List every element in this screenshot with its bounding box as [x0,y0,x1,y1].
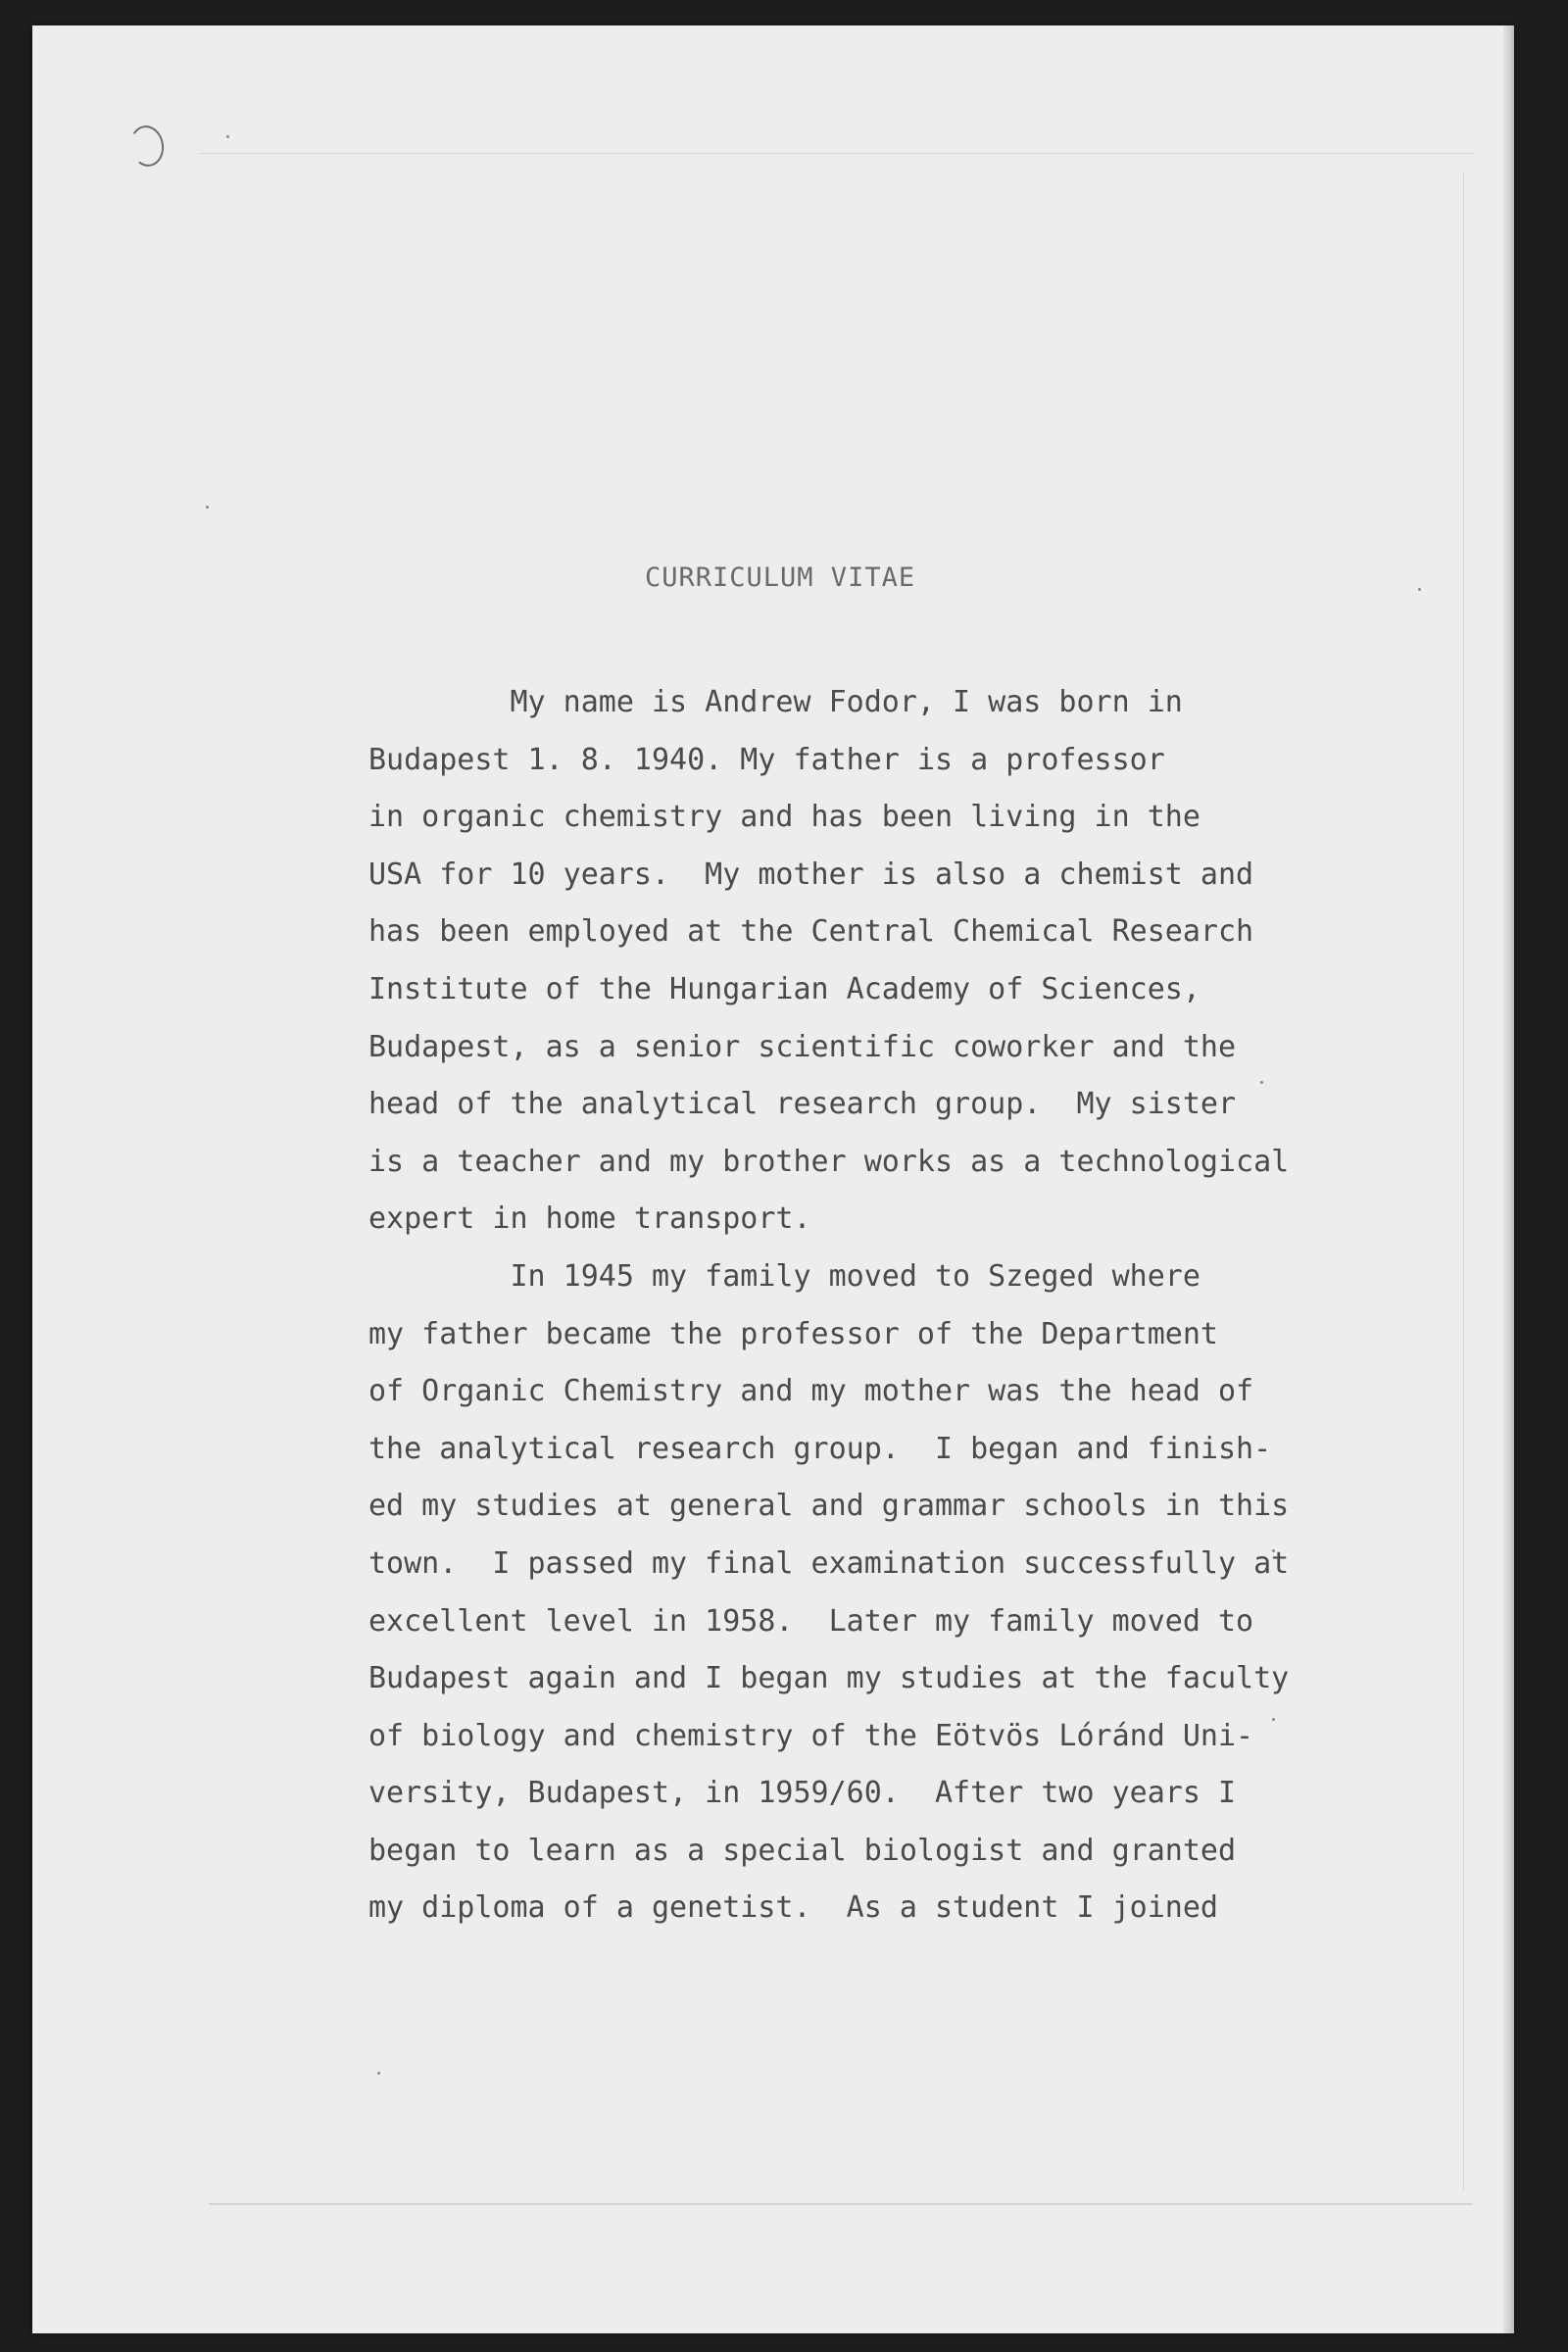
text-line: head of the analytical research group. My sister [368,1087,1237,1122]
fold-line [209,2203,1473,2205]
text-line: town. I passed my final examination successfully at [368,1545,1290,1581]
text-line: expert in home transport. [368,1201,811,1237]
text-line: of Organic Chemistry and my mother was the head of [368,1374,1254,1409]
text-line: Institute of the Hungarian Academy of Sciences, [368,971,1200,1006]
paper-sheet [32,25,1514,2333]
text-line: the analytical research group. I began and finish- [368,1431,1272,1466]
text-line: my diploma of a genetist. As a student I joined [368,1890,1218,1926]
text-line: Budapest 1. 8. 1940. My father is a professor [368,742,1165,777]
paper-speck [226,135,229,138]
text-line: In 1945 my family moved to Szeged where [368,1258,1200,1294]
document-title: CURRICULUM VITAE [645,563,916,593]
fold-line [199,153,1473,154]
document-body [368,674,1289,1937]
text-line: versity, Budapest, in 1959/60. After two years I [368,1776,1237,1811]
text-line: is a teacher and my brother works as a technological [368,1144,1290,1179]
paper-speck [1418,588,1421,591]
text-line: began to learn as a special biologist and granted [368,1833,1237,1868]
text-line: of biology and chemistry of the Eötvös Lóránd Uni- [368,1718,1254,1753]
paper-speck [206,506,209,509]
text-line: My name is Andrew Fodor, I was born in [368,685,1183,719]
text-line: excellent level in 1958. Later my family moved to [368,1603,1254,1639]
text-line: my father became the professor of the Department [368,1316,1218,1351]
punch-hole-mark [127,122,168,169]
text-line: Budapest, as a senior scientific coworker and the [368,1029,1237,1064]
text-line: Budapest again and I began my studies at the faculty [368,1661,1290,1696]
text-line: has been employed at the Central Chemical Research [368,914,1254,950]
text-line: USA for 10 years. My mother is also a chemist and [368,857,1254,892]
paper-edge [1503,25,1514,2333]
fold-line [1463,172,1464,2191]
paper-speck [377,2072,380,2075]
text-line: in organic chemistry and has been living in the [368,800,1200,835]
text-line: ed my studies at general and grammar schools in this [368,1489,1290,1524]
